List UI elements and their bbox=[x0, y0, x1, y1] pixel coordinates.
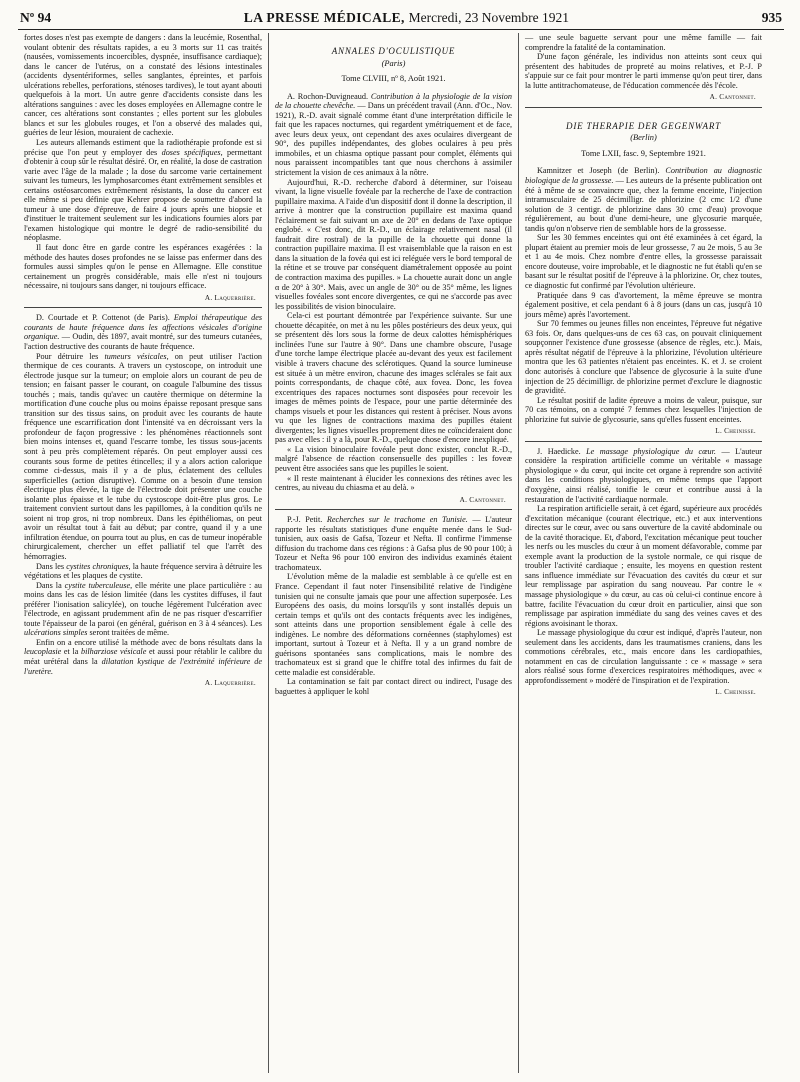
article-author: D. Courtade et P. Cottenot (de Paris). bbox=[36, 313, 170, 323]
column-2 bbox=[268, 33, 518, 1073]
page-number: 935 bbox=[761, 10, 782, 25]
article-heading bbox=[525, 166, 762, 233]
signature: L. Cheinisse. bbox=[715, 427, 756, 436]
paragraph: La contamination se fait par contact direct ou indirect, l'usage des baguettes à appliquer le kohl bbox=[275, 677, 512, 696]
journal-name: LA PRESSE MÉDICALE, bbox=[243, 10, 405, 25]
article-heading bbox=[24, 313, 262, 351]
article-heading bbox=[275, 92, 512, 178]
section-issue: Tome CLVIII, nº 8, Août 1921. bbox=[341, 74, 446, 84]
article-title: Le massage physiologique du cœur. bbox=[586, 446, 716, 456]
article-title: Recherches sur le trachome en Tunisie. bbox=[326, 515, 468, 525]
article-author: P.-J. Petit. bbox=[287, 515, 323, 525]
emphasis: ulcérations simples bbox=[24, 628, 88, 638]
column-3 bbox=[518, 33, 768, 1073]
text-run: , la haute fréquence servira à détruire les végétations et les plaques de cystite. bbox=[24, 561, 262, 581]
article-divider bbox=[525, 441, 762, 442]
signature: L. Cheinisse. bbox=[715, 688, 756, 697]
column-1 bbox=[18, 33, 268, 1073]
article-author: A. Rochon-Duvigneaud. bbox=[287, 91, 369, 101]
paragraph: L'évolution même de la maladie est semblable à ce qu'elle est en France. Cependant il faut noter l'insensibilité relative de l'indigène tunisien qui ne consulte jamais que pour une affection superposée. Les Européens des oasis, du moins lorsqu'ils y sont installés depuis un certain temps et qu'ils ont des contacts fréquents avec les indigènes, sont atteints dans une proportion sensiblement égale à celle des indigènes. Le nombre des déformations cornéennes (staphylomes) est important, surtout à Tozeur et à Nefta. Il y a un grand nombre de guérisons spontanées sans complications, mais le nombre des trachomateux est si grand que le chiffre total des infirmes du fait de cette maladie est considérable. bbox=[275, 572, 512, 677]
paragraph bbox=[24, 352, 262, 562]
paragraph: La respiration artificielle serait, à cet égard, supérieure aux procédés d'excitation mécanique (courant électrique, etc.) et aux interventions directes sur le cœur, avec ou sans ouverture de la cavité abdominale ou de la cavité thoracique. Et, d'abord, l'excitation mécanique peut toucher les nerfs ou les muscles du cœur à un moment défavorable, comme par exemple avant la production de la systole normale, ce qui risque de troubler l'activité cardiaque ; ensuite, les moyens en question restent sans influence immédiate sur l'évacuation des cavités du cœur et sur leur remplissage par aspiration du sang nouveau. Par contre le « massage physiologique » du cœur, au cas où celui-ci continue encore à battre, facilite l'évacuation du cœur droit en particulier, ainsi que son remplissage par aspiration immédiate du sang des veines caves et des régions avoisinant le thorax. bbox=[525, 504, 762, 628]
text-run: seront traitées de même. bbox=[87, 628, 170, 638]
emphasis: tumeurs vésicales bbox=[104, 351, 167, 361]
paragraph: Sur 70 femmes ou jeunes filles non enceintes, l'épreuve fut négative 63 fois. Or, dans quelques-uns de ces 63 cas, on pouvait cliniquement soupçonner l'existence d'une grossesse (absence de règles, etc.). Mais, après résultat négatif de l'épreuve à la phlorizine, l'évolution ultérieure montra que les 63 patientes n'étaient pas enceintes. K. et J. se croient donc autorisés à conclure que l'absence de glycosurie à la suite d'une injection de 25 décimilligr. de phlorizine permet d'exclure le diagnostic de gravidité. bbox=[525, 319, 762, 396]
paragraph: Aujourd'hui, R.-D. recherche d'abord à déterminer, sur l'oiseau vivant, la ligne visuelle fovéale par la recherche de l'axe de contraction pupillaire maxima. A l'aide d'un dispositif dont il donne la description, il arrive à montrer que la construction pupillaire est maxima quand l'éclairement se fait suivant un axe de 20° en dedans de l'axe optique englobé. « C'est donc, dit R.-D., un éclairage relativement nasal (il faudrait dire rostral) de la pupille de la chouette qui donne la contraction pupillaire maxima. Il est vraisemblable que la raison en est dans la situation de la fovéa qui est ici reléguée vers le bord temporal de la rétine et se trouve par conséquent diamétralement opposée au point de contraction maxima des pupilles. » La chouette aurait donc un angle α de 20° à 30°. Mais, avec un angle de 30° ou de 35° même, les lignes visuelles fovéales sont encore divergentes, ce qui ne s'accorde pas avec les possibilités de vision binoculaire. bbox=[275, 177, 512, 311]
paragraph: Le massage physiologique du cœur est indiqué, d'après l'auteur, non seulement dans les accidents, dans les traumatismes craniens, dans les commotions cérébrales, etc., mais encore dans les cardiopathies, notamment en cas de circulation languissante : ce « massage » sera alors réalisé sous forme d'exercices respiratoires méthodiques, avec « approfondissement » modéré de l'inspiration et de l'expiration. bbox=[525, 628, 762, 685]
text-run: — Les auteurs de la présente publication ont été à même de se convaincre que, chez la femme enceinte, l'injection intramusculaire de 25 décimilligr. de phlorizine (2 cmc 1/2 d'une solution de 3 centigr. de phlorizine dans 30 cmc d'eau) provoque régulièrement, au bout d'une demi-heure, une glycosurie marquée, tandis qu'on n'observe rien de semblable hors de la grossesse. bbox=[525, 176, 763, 233]
signature: A. Laquerrière. bbox=[204, 679, 256, 688]
text-run: — Oudin, dès 1897, avait montré, sur des tumeurs cutanées, l'action destructive des courants de haute fréquence. bbox=[24, 332, 263, 351]
section-journal-title: ANNALES D'OCULISTIQUE bbox=[331, 46, 456, 56]
signature: A. Laquerrière. bbox=[204, 293, 256, 302]
paragraph bbox=[24, 562, 262, 581]
paragraph bbox=[24, 581, 262, 638]
text-run: et aussi pour rétablir le calibre du méat urétéral dans la bbox=[24, 647, 262, 666]
article-title: Contribution au diagnostic biologique de la grossesse. bbox=[525, 166, 762, 186]
text-run: , elle mérite une place particulière : au moins dans les cas de lésion limitée (dans les cystites diffuses, il faut préférer l'ionisation salicylée), on touche légèrement l'ulcération avec l'électrode, en agissant prudemment afin de ne pas risquer d'escarrifier toute l'épaisseur de la paroi (en général, guérison en 3 à 4 séances). Les bbox=[24, 580, 262, 628]
text-run: , on peut utiliser l'action thermique de ces courants. A travers un cystoscope, on introduit une électrode jusque sur la tumeur; on emploie alors un courant de peu de tension; en faisant passer le courant, on coagule l'albumine des tissus touchés ; mais, tandis qu'avec un cautère thermique on détermine la mortification d'une couche plus ou moins épaisse reposant presque sans transition sur des tissus sains, on produit avec les courants de haute fréquence une escarrification dont l'intensité va en décroissant vers la profondeur de façon progressive : les phénomènes réactionnels sont bien moins intenses et, quand l'escarre tombe, les tissus sous-jacents sont à peu près complètement réparés. On peut employer aussi ces courants sous forme de petites étincelles; il y a alors action calorique comme ci-dessus, mais il y a de plus, éclatement des cellules superficielles (action disruptive). Comme on a besoin d'une tension électrique plus élevée, la tige de l'électrode doit présenter une couche isolante plus épaisse et le tube du cystoscope doit-être plus gros. Le traitement convient surtout dans les papillomes, à la condition qu'ils ne soient ni trop gros, ni trop nombreux. Dans les épithéliomas, on peut avoir un résultat tout à fait au début; par contre, quand il y a une infiltration étendue, on pourra tout au plus, en cas de tumeur inopérable chirurgicalement, chercher un effet palliatif tel que l'arrêt des hémorragies. bbox=[24, 351, 263, 561]
emphasis: cystite tuberculeuse bbox=[64, 580, 131, 590]
article-divider bbox=[275, 509, 512, 510]
paragraph: Pratiquée dans 9 cas d'avortement, la même épreuve se montra également positive, et cela pendant 6 à 8 jours (dans un cas, jusqu'à 10 jours même) après l'avortement. bbox=[525, 290, 762, 319]
text-run: Dans la bbox=[36, 580, 65, 590]
section-city: (Berlin) bbox=[630, 133, 657, 143]
paragraph: Il faut donc être en garde contre les espérances exagérées : la méthode des hautes doses profondes ne se laisse pas enfermer dans des formules aussi simples qu'on le pense en Allemagne. Elle constitue certainement un progrès considérable, mais elle n'est ni toujours nécessaire, ni toujours sans danger, ni toujours efficace. bbox=[24, 243, 262, 291]
text-run: Enfin on a encore utilisé la méthode avec de bons résultats dans la bbox=[36, 637, 262, 647]
signature: A. Cantonnet. bbox=[709, 93, 756, 102]
paragraph: — une seule baguette servant pour une même famille — fait comprendre la fatalité de la contamination. bbox=[525, 33, 762, 52]
article-heading bbox=[525, 447, 762, 504]
section-city: (Paris) bbox=[381, 58, 406, 68]
emphasis: cystites chroniques bbox=[66, 561, 129, 571]
emphasis: bilharziose vésicale bbox=[80, 647, 147, 657]
text-run: — L'auteur rapporte les résultats statistiques d'une enquête menée dans le Sud-tunisien, aux oasis de Gafsa, Tozeur et Nefta. Il confirme l'immense diffusion du trachome dans ces régions : à Gafsa plus de 90 pour 100; à Tozeur et Nefta 96 pour 100 environ des individus examinés étaient trachomateux. bbox=[275, 515, 513, 572]
text-run: Les auteurs allemands estiment que la radiothérapie profonde est si précise que l'on peut y employer des bbox=[24, 138, 262, 157]
section-issue: Tome LXII, fasc. 9, Septembre 1921. bbox=[581, 148, 706, 158]
article-title: Contribution à la physiologie de la vision de la chouette chevêche. bbox=[275, 91, 512, 111]
paragraph: « Il reste maintenant à élucider les connexions des rétines avec les centres, au niveau du chiasma et au delà. » bbox=[275, 473, 512, 493]
paragraph: Sur les 30 femmes enceintes qui ont été examinées à cet égard, la plupart étaient au premier mois de leur grossesse, 7 au 2e mois, 5 au 3e et 1 au 4e mois. Chez nombre d'entre elles, la grossesse paraissait encore douteuse, voire improbable, et le diagnostic ne fut établi qu'en se basant sur le résultat positif de l'épreuve à la phlorizine. Or, chez toutes, ce diagnostic fut confirmé par l'évolution ultérieure. bbox=[525, 233, 762, 291]
text-run: — L'auteur considère la respiration artificielle comme un véritable « massage physiologique » du cœur, qui incite cet organe à reprendre son activité dans les conditions physiologiques, en même temps que l'apport d'oxygène, ainsi réalisé, tonifie le cœur et contribue aussi à la restauration de l'activité cardiaque normale. bbox=[525, 446, 763, 504]
emphasis: dilatation kystique de l'extrémité inférieure de l'uretère. bbox=[24, 657, 262, 676]
page-header bbox=[18, 10, 784, 30]
columns bbox=[18, 33, 784, 1073]
emphasis: doses spécifiques bbox=[161, 147, 221, 157]
emphasis: leucoplasie bbox=[24, 647, 62, 657]
text-run: , permettant d'obtenir à coup sûr le résultat désiré. Or, en réalité, la dose de castration varie avec l'âge de la malade ; la dose du sarcome varie certainement suivant les tumeurs, les lymphosarcomes étant extrêmement sensibles et certains ostéosarcomes extrêmement résistants, la dose du cancer est elle même si peu définie que Kehrer propose de soumettre d'abord la tumeur à une dose d'épreuve, de faire 4 jours après une biopsie et d'instituer le traitement seulement sur les indications fournies alors par l'examen histologique qui montre le degré de radio-sensibilité du néoplasme. bbox=[24, 147, 262, 243]
section-journal-title: DIE THERAPIE DER GEGENWART bbox=[566, 120, 721, 131]
paragraph: Cela-ci est pourtant démontrée par l'expérience suivante. Sur une chouette décapitée, on met à nu les pôles postérieurs des deux yeux, qui se présentent dès lors sous la forme de deux calottes hémisphériques inclinées l'une sur l'autre à 90°. Dans une chambre obscure, l'usage d'une torche lampe électrique placée au-devant des yeux est facilement visible à travers chacune des sclérotiques. Quand la source lumineuse est située à un mètre environ, chacune des images sclérales se fait aux points correspondants, de chaque côté, aux fovea. Donc, les fovea excentriques des rapaces nocturnes sont disposées pour recevoir les images de mêmes points de l'espace, pour une partie déterminée des champs visuels et pour les distances qui restent à préciser. Nous avons vu que les lignes de contractions maxima des pupilles étaient divergentes; les lignes visuelles proprement dites ne coïncideraient donc pas avec elles : il y a là, pour R.-D., quelque chose d'encore inexpliqué. bbox=[275, 311, 512, 445]
article-divider bbox=[24, 307, 262, 308]
article-heading bbox=[275, 515, 512, 572]
paragraph: D'une façon générale, les individus non atteints sont ceux qui présentent des habitudes de propreté au moins relatives, et P.-J. P s'appuie sur ce fait pour montrer le parti immense qu'on peut tirer, dans la lutte antitrachomateuse, de l'éducation commencée dès l'école. bbox=[525, 52, 762, 90]
text-run: — Dans un précédent travail (Ann. d'Oc., Nov. 1921), R.-D. avait signalé comme étant d'une interprétation difficile le fait que les rapaces nocturnes, qui regardent ymétriquement et de face, avec leurs deux yeux, ont cependant des axes oculaires divergeant de 90°, des pupilles indépendantes, des globes oculaires à peu près immobiles, et un chiasma optique passant pour complet, éléments qui nous paraissent incompatibles tant que nous cherchons à assimiler strictement la vision de ces animaux à la nôtre. bbox=[275, 101, 512, 178]
text-run: Dans les bbox=[36, 561, 67, 571]
article-author: Kamnitzer et Joseph (de Berlin). bbox=[537, 166, 660, 176]
issue-number: Nº 94 bbox=[20, 10, 52, 25]
article-author: J. Haedicke. bbox=[537, 446, 581, 456]
journal-title bbox=[244, 10, 569, 26]
signature: A. Cantonnet. bbox=[459, 495, 506, 504]
paragraph: fortes doses n'est pas exempte de dangers : dans la leucémie, Rosenthal, voulant obtenir des résultats rapides, a eu 3 morts sur 11 cas traités (nausées, vomissements incoercibles, dyspnée, insuffisance cardiaque); dans le cancer de l'utérus, on a constaté des lésions intestinales (accidents dysentériformes, selles sanglantes, épreintes, et parfois ulcérations rebelles, perforations, sténoses tardives), le tout ayant abouti quelquefois à la mort. Un autre genre d'accidents consiste dans les altérations sanguines : avec les doses employées en Allemagne contre le cancer, ces altérations sont constantes ; elles portent sur les globules blancs et sur les globules rouges, et l'on a observé des malades qui, guéries de leur lésion, mouraient de cachexie. bbox=[24, 33, 262, 138]
paragraph bbox=[24, 138, 262, 243]
paragraph: Le résultat positif de ladite épreuve a moins de valeur, puisque, sur 70 cas témoins, on a compté 7 femmes chez lesquelles l'injection de phlorizine fut suivie de glycosurie, sans qu'elles fussent enceintes. bbox=[525, 395, 762, 424]
text-run: Pour détruire les bbox=[36, 351, 105, 361]
paragraph bbox=[24, 638, 262, 676]
text-run: et la bbox=[61, 647, 81, 657]
paragraph: « La vision binoculaire fovéale peut donc exister, conclut R.-D., malgré l'absence de réaction consensuelle des pupilles : les foveæ peuvent être associées sans que les pupilles le soient. bbox=[275, 444, 512, 473]
article-divider bbox=[525, 107, 762, 108]
issue-date: Mercredi, 23 Novembre 1921 bbox=[408, 10, 570, 25]
article-title: Emploi thérapeutique des courants de haute fréquence dans les affections vésicales d'origine organique. bbox=[24, 313, 263, 342]
